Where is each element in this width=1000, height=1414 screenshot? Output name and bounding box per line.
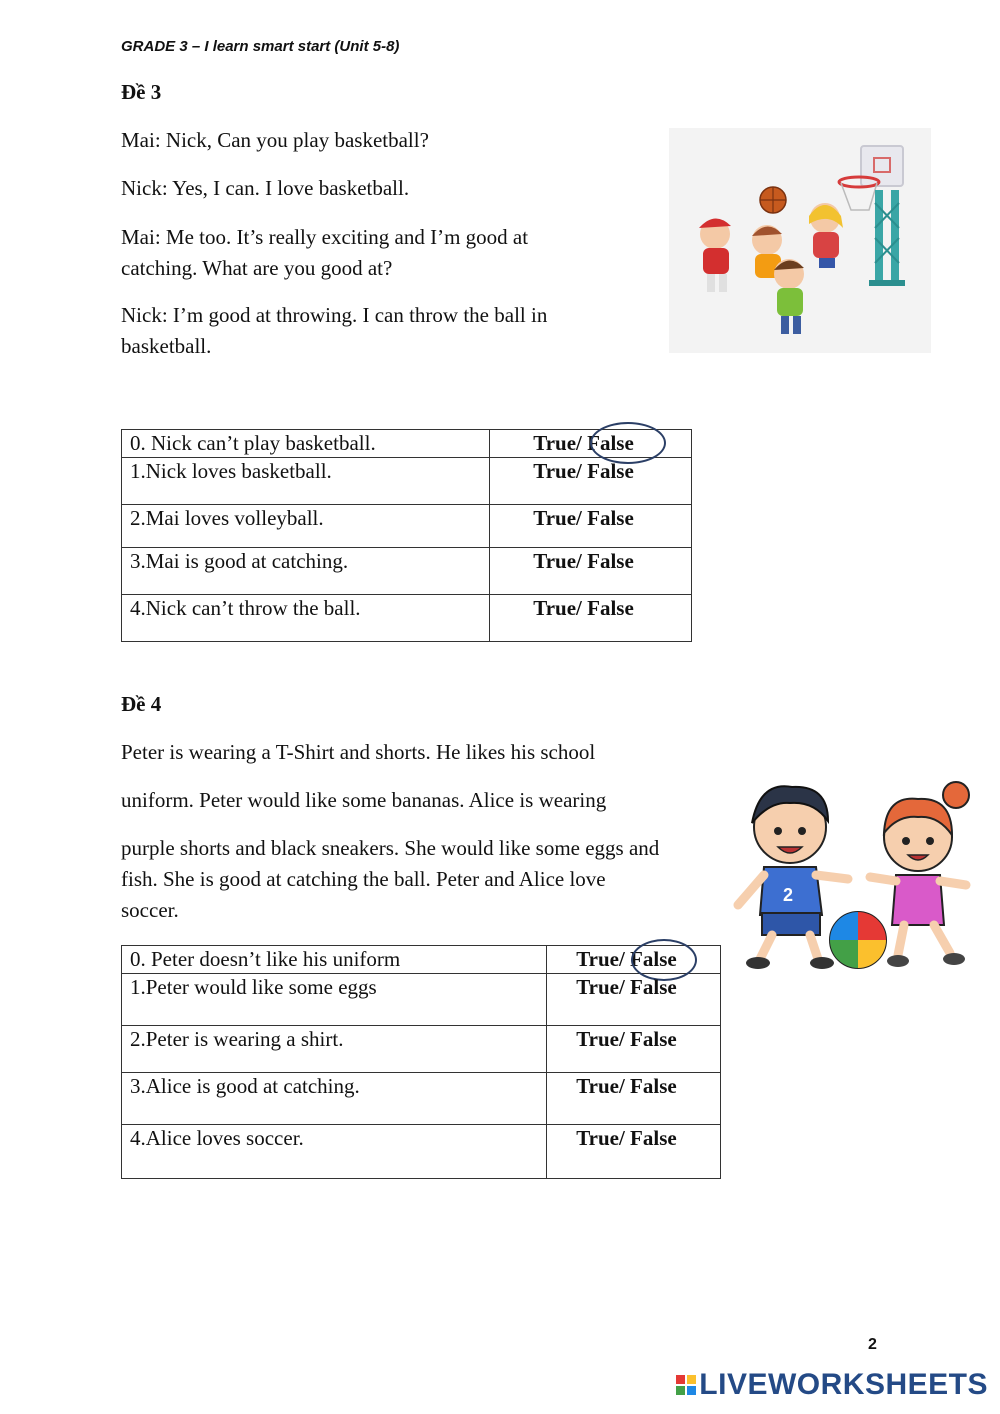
section-4-line-3: purple shorts and black sneakers. She would like some eggs and fish. She is good at catching the ball. Peter and Alice love soccer.	[121, 836, 660, 922]
table-row	[122, 1125, 721, 1179]
answer-cell[interactable]	[490, 430, 692, 458]
answer-cell[interactable]	[547, 946, 721, 974]
section-3-title: Đề 3	[121, 80, 162, 104]
statement-cell: 1.Nick loves basketball.	[122, 458, 490, 505]
table-row	[122, 430, 692, 458]
basketball-kids-illustration	[669, 128, 931, 353]
table-row	[122, 946, 721, 974]
soccer-kids-illustration	[730, 775, 975, 975]
page-number: 2	[868, 1336, 877, 1353]
table-row	[122, 505, 692, 548]
statement-cell: 1.Peter would like some eggs	[122, 974, 547, 1026]
statement-cell: 2.Peter is wearing a shirt.	[122, 1026, 547, 1073]
section-3-line-2: Nick: Yes, I can. I love basketball.	[121, 176, 410, 200]
table-row	[122, 974, 721, 1026]
logo-squares-icon	[676, 1375, 696, 1395]
statement-cell: 0. Nick can’t play basketball.	[122, 430, 490, 458]
svg-text:2: 2	[783, 885, 794, 905]
answer-cell[interactable]: True/ False	[547, 974, 721, 1026]
answer-cell[interactable]: True/ False	[490, 505, 692, 548]
table-row	[122, 1026, 721, 1073]
table-row	[122, 1073, 721, 1125]
section-4-line-2: uniform. Peter would like some bananas. Alice is wearing	[121, 788, 607, 812]
logo-text: LIVEWORKSHEETS	[699, 1368, 988, 1401]
table-row	[122, 458, 692, 505]
answer-text: True/ False	[533, 431, 634, 455]
statement-cell: 4.Alice loves soccer.	[122, 1125, 547, 1179]
answer-cell[interactable]: True/ False	[547, 1073, 721, 1125]
statement-cell: 3.Alice is good at catching.	[122, 1073, 547, 1125]
answer-cell[interactable]: True/ False	[547, 1125, 721, 1179]
answer-cell[interactable]: True/ False	[490, 595, 692, 642]
table-row	[122, 595, 692, 642]
answer-cell[interactable]: True/ False	[490, 458, 692, 505]
section-3-line-4: Nick: I’m good at throwing. I can throw the ball in basketball.	[121, 303, 548, 358]
statement-cell: 0. Peter doesn’t like his uniform	[122, 946, 547, 974]
answer-cell[interactable]: True/ False	[490, 548, 692, 595]
statement-cell: 2.Mai loves volleyball.	[122, 505, 490, 548]
section-3-line-1: Mai: Nick, Can you play basketball?	[121, 128, 429, 152]
section-4-title: Đề 4	[121, 692, 162, 716]
statement-cell: 3.Mai is good at catching.	[122, 548, 490, 595]
section-4-table	[121, 945, 721, 1179]
answer-text: True/ False	[576, 947, 677, 971]
section-3-table	[121, 429, 692, 642]
section-3-line-3: Mai: Me too. It’s really exciting and I’m good at catching. What are you good at?	[121, 225, 529, 280]
table-row	[122, 548, 692, 595]
statement-cell: 4.Nick can’t throw the ball.	[122, 595, 490, 642]
section-4-line-1: Peter is wearing a T-Shirt and shorts. He likes his school	[121, 740, 596, 764]
liveworksheets-logo[interactable]	[676, 1368, 988, 1402]
answer-cell[interactable]: True/ False	[547, 1026, 721, 1073]
page-header: GRADE 3 – I learn smart start (Unit 5-8)	[121, 38, 400, 55]
